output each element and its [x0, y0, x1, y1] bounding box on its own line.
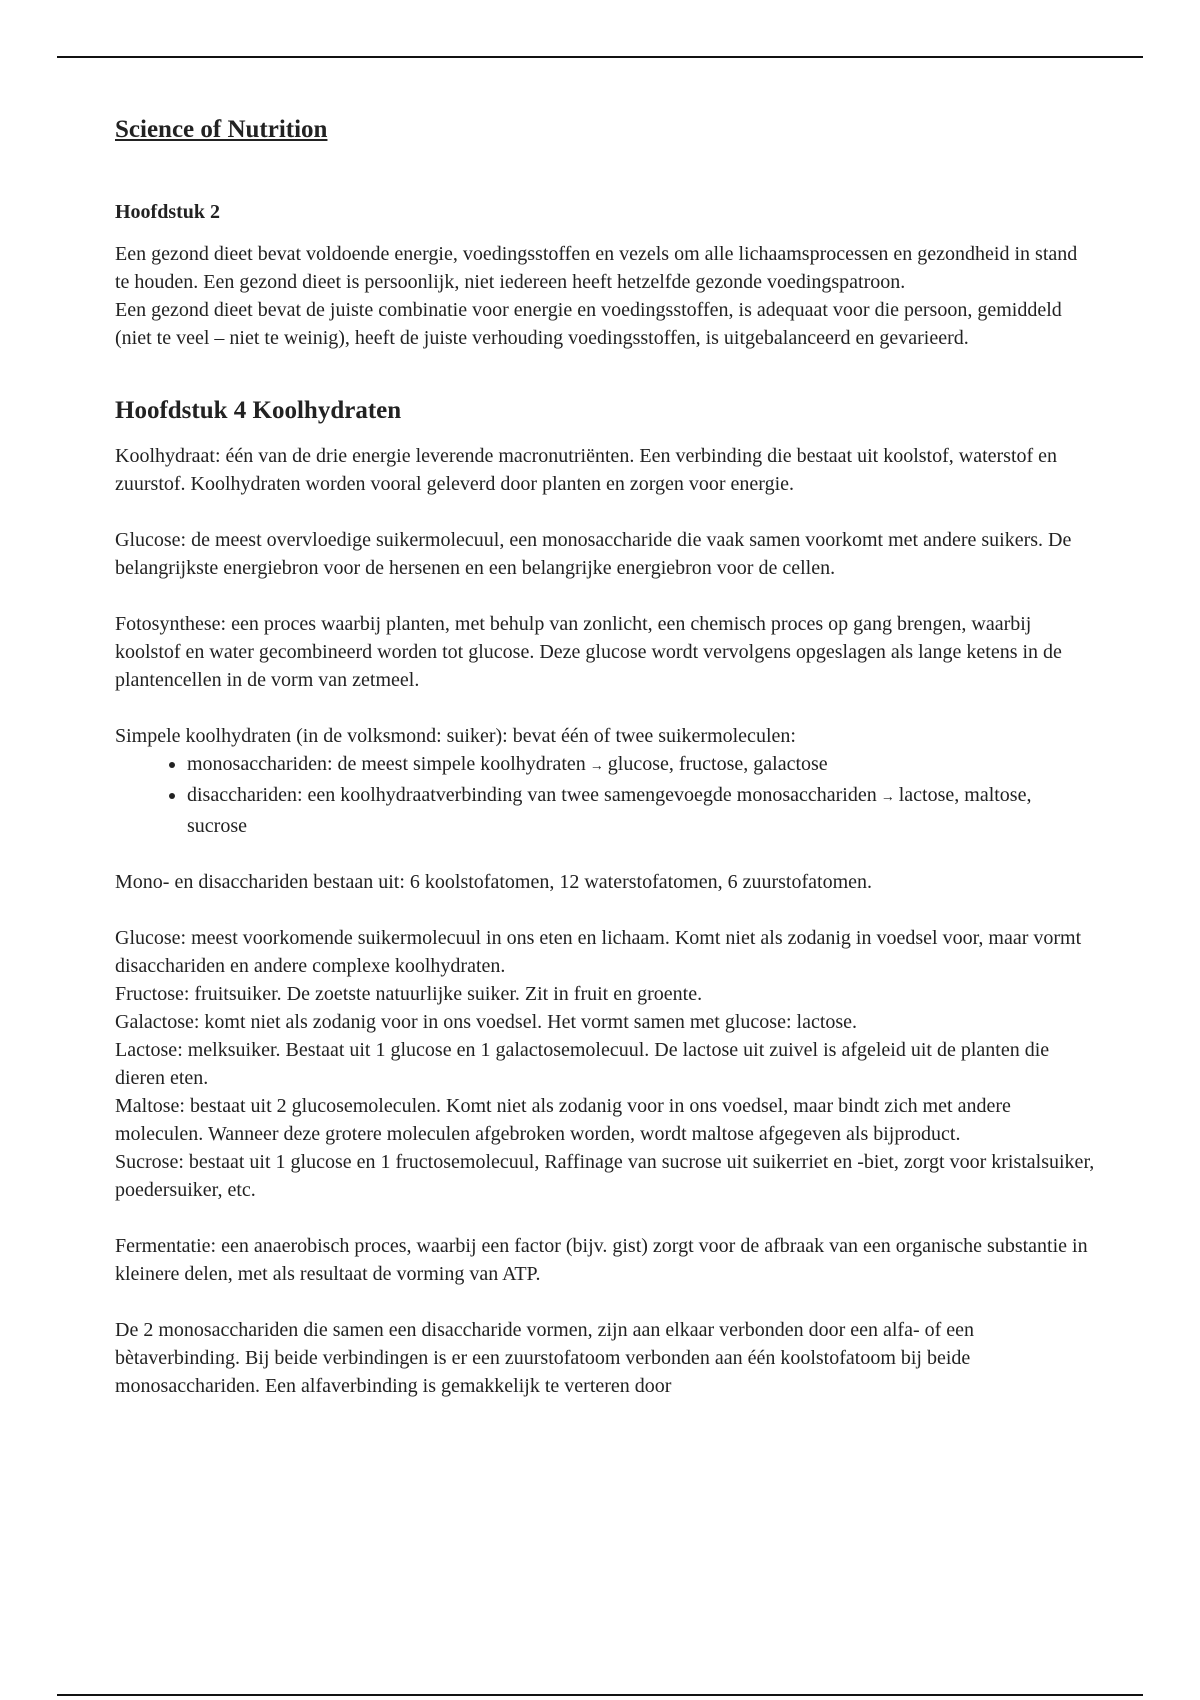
document-body	[115, 112, 1095, 1400]
paragraph-mono-disacchariden: Mono- en disacchariden bestaan uit: 6 koolstofatomen, 12 waterstofatomen, 6 zuurstofatomen.	[115, 871, 873, 893]
paragraph-koolhydraat: Koolhydraat: één van de drie energie leverende macronutriënten. Een verbinding die bestaat uit koolstof, waterstof en zuurstof. Koolhydraten worden vooral geleverd door planten en zorgen voor energie.	[115, 445, 1058, 495]
list-item	[187, 750, 1095, 781]
definition-maltose: Maltose: bestaat uit 2 glucosemoleculen. Komt niet als zodanig voor in ons voedsel, maar bindt zich met andere moleculen. Wanneer deze grotere moleculen afgebroken worden, wordt maltose afgegeven als bijproduct.	[115, 1095, 1011, 1145]
top-rule	[57, 56, 1143, 58]
paragraph-glucose: Glucose: de meest overvloedige suikermolecuul, een monosaccharide die vaak samen voorkomt met andere suikers. De belangrijkste energiebron voor de hersenen en een belangrijke energiebron voor de cellen.	[115, 529, 1072, 579]
definition-sucrose: Sucrose: bestaat uit 1 glucose en 1 fructosemolecuul, Raffinage van sucrose uit suikerriet en -biet, zorgt voor kristalsuiker, poedersuiker, etc.	[115, 1151, 1095, 1201]
section-heading-hoofdstuk-2: Hoofdstuk 2	[115, 201, 221, 223]
definition-glucose: Glucose: meest voorkomende suikermolecuul in ons eten en lichaam. Komt niet als zodanig in voedsel voor, maar vormt disacchariden en andere complexe koolhydraten.	[115, 927, 1082, 977]
list-item-result: glucose, fructose, galactose	[607, 753, 828, 775]
document-title: Science of Nutrition	[115, 116, 328, 143]
list-item-text: monosacchariden: de meest simpele koolhydraten	[187, 753, 586, 775]
arrow-icon: →	[880, 790, 895, 805]
list-item-result: lactose, maltose, sucrose	[187, 784, 1032, 837]
sugar-definitions	[115, 924, 1095, 1204]
paragraph-gezond-dieet-2: Een gezond dieet bevat de juiste combinatie voor energie en voedingsstoffen, is adequaat voor die persoon, gemiddeld (niet te veel – niet te weinig), heeft de juiste verhouding voedingsstoffen, is uitgebalanceerd en gevarieerd.	[115, 299, 1062, 349]
paragraph-fermentatie: Fermentatie: een anaerobisch proces, waarbij een factor (bijv. gist) zorgt voor de afbraak van een organische substantie in kleinere delen, met als resultaat de vorming van ATP.	[115, 1235, 1088, 1285]
paragraph-gezond-dieet-1: Een gezond dieet bevat voldoende energie, voedingsstoffen en vezels om alle lichaamsprocessen en gezondheid in stand te houden. Een gezond dieet is persoonlijk, niet iedereen heeft hetzelfde gezonde voedingspatroon.	[115, 243, 1078, 293]
list-item	[187, 781, 1095, 840]
paragraph-simpele-koolhydraten: Simpele koolhydraten (in de volksmond: suiker): bevat één of twee suikermoleculen:	[115, 725, 796, 747]
sugar-types-list	[115, 750, 1095, 840]
definition-galactose: Galactose: komt niet als zodanig voor in ons voedsel. Het vormt samen met glucose: lactose.	[115, 1011, 858, 1033]
definition-fructose: Fructose: fruitsuiker. De zoetste natuurlijke suiker. Zit in fruit en groente.	[115, 983, 703, 1005]
definition-lactose: Lactose: melksuiker. Bestaat uit 1 glucose en 1 galactosemolecuul. De lactose uit zuivel is afgeleid uit de planten die dieren eten.	[115, 1039, 1050, 1089]
bottom-rule	[57, 1694, 1143, 1696]
section-heading-hoofdstuk-4: Hoofdstuk 4 Koolhydraten	[115, 397, 402, 424]
arrow-icon: →	[589, 759, 604, 774]
paragraph-fotosynthese: Fotosynthese: een proces waarbij planten, met behulp van zonlicht, een chemisch proces op gang brengen, waarbij koolstof en water gecombineerd worden tot glucose. Deze glucose wordt vervolgens opgeslagen als lange ketens in de plantencellen in de vorm van zetmeel.	[115, 613, 1062, 691]
list-item-text: disacchariden: een koolhydraatverbinding van twee samengevoegde monosacchariden	[187, 784, 877, 806]
paragraph-verbindingen: De 2 monosacchariden die samen een disaccharide vormen, zijn aan elkaar verbonden door een alfa- of een bètaverbinding. Bij beide verbindingen is er een zuurstofatoom verbonden aan één koolstofatoom bij beide monosacchariden. Een alfaverbinding is gemakkelijk te verteren door	[115, 1319, 975, 1397]
